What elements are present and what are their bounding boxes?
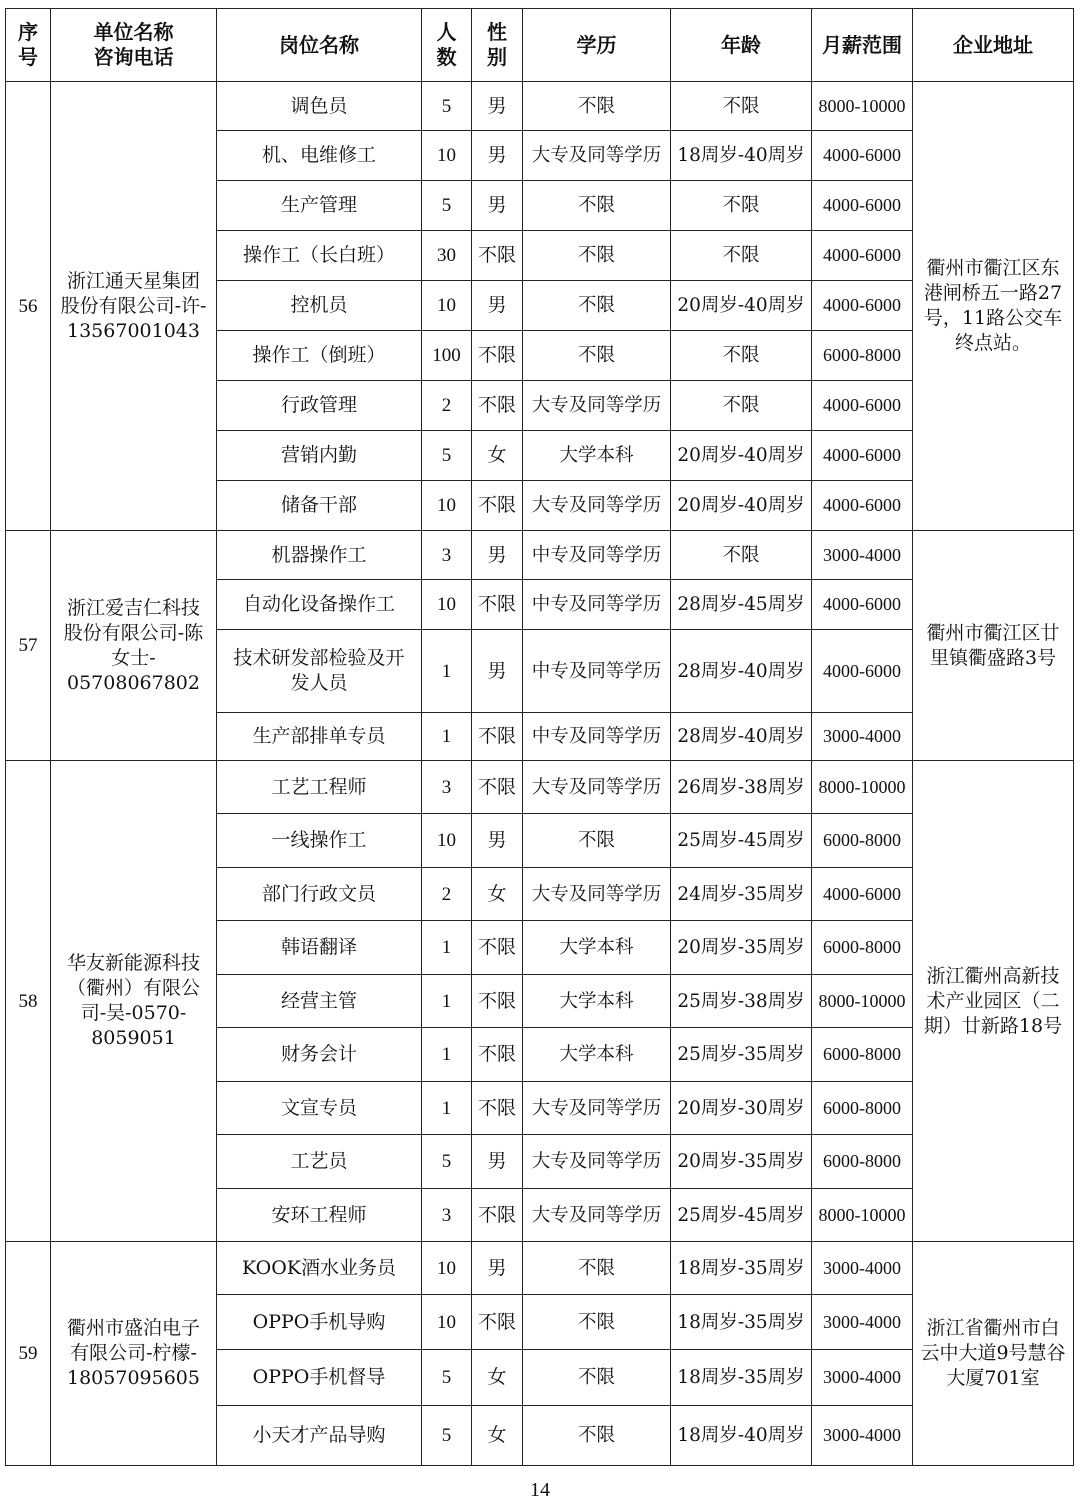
job-education: 中专及同等学历	[523, 580, 671, 630]
job-education: 不限	[523, 231, 671, 281]
job-gender: 男	[472, 630, 523, 713]
header-salary: 月薪范围	[812, 9, 913, 82]
job-age: 不限	[671, 181, 812, 231]
job-position: OPPO手机导购	[217, 1295, 422, 1350]
job-education: 大学本科	[523, 431, 671, 481]
job-position: 工艺员	[217, 1135, 422, 1189]
job-count: 2	[422, 868, 472, 921]
job-count: 3	[422, 761, 472, 814]
header-count: 人 数	[422, 9, 472, 82]
company-name-phone-line: 05708067802	[67, 671, 200, 694]
company-name-phone-line: 女士-	[111, 646, 156, 669]
job-education: 大学本科	[523, 1028, 671, 1082]
job-count: 100	[422, 331, 472, 381]
job-gender: 男	[472, 1135, 523, 1189]
job-education: 大学本科	[523, 975, 671, 1028]
job-age: 不限	[671, 331, 812, 381]
company-name-phone-line: 浙江通天星集团	[66, 269, 200, 292]
job-count: 3	[422, 531, 472, 580]
job-count: 10	[422, 814, 472, 868]
header-gender: 性 别	[472, 9, 523, 82]
job-gender: 女	[472, 1350, 523, 1406]
job-education: 大专及同等学历	[523, 1135, 671, 1189]
job-position-line: 技术研发部检验及开	[233, 647, 405, 669]
company-name-phone-line: 股份有限公司-许-	[60, 294, 207, 317]
job-count: 10	[422, 481, 472, 531]
job-position: 操作工（倒班）	[217, 331, 422, 381]
table-row	[6, 531, 1074, 580]
company-name-phone	[51, 1242, 217, 1466]
job-position: 财务会计	[217, 1028, 422, 1082]
job-gender: 不限	[472, 580, 523, 630]
company-address-line: 衢州市衢江区廿	[926, 621, 1060, 644]
job-education: 大专及同等学历	[523, 1189, 671, 1242]
job-salary: 4000-6000	[812, 431, 913, 481]
job-position: 控机员	[217, 281, 422, 331]
job-salary: 4000-6000	[812, 181, 913, 231]
job-salary: 8000-10000	[812, 82, 913, 131]
job-education: 大专及同等学历	[523, 481, 671, 531]
job-salary: 6000-8000	[812, 1082, 913, 1135]
job-age: 不限	[671, 82, 812, 131]
row-index: 58	[6, 761, 51, 1242]
job-salary: 3000-4000	[812, 1242, 913, 1295]
job-salary: 3000-4000	[812, 1350, 913, 1406]
job-position: 营销内勤	[217, 431, 422, 481]
table-header-row	[6, 9, 1074, 82]
job-salary: 3000-4000	[812, 531, 913, 580]
job-salary: 4000-6000	[812, 281, 913, 331]
job-education: 不限	[523, 814, 671, 868]
job-listing-table	[5, 8, 1074, 1466]
job-salary: 6000-8000	[812, 814, 913, 868]
job-age: 20周岁-35周岁	[671, 1135, 812, 1189]
job-gender: 不限	[472, 713, 523, 761]
job-education: 大专及同等学历	[523, 381, 671, 431]
company-address-line: 衢州市衢江区东	[926, 257, 1060, 279]
job-salary: 8000-10000	[812, 1189, 913, 1242]
job-count: 5	[422, 1135, 472, 1189]
job-gender: 不限	[472, 231, 523, 281]
job-position: 韩语翻译	[217, 921, 422, 975]
job-gender: 不限	[472, 381, 523, 431]
company-name-phone-line: 8059051	[91, 1027, 176, 1049]
job-gender: 男	[472, 531, 523, 580]
header-age: 年龄	[671, 9, 812, 82]
job-education: 不限	[523, 1350, 671, 1406]
job-education: 不限	[523, 1406, 671, 1466]
job-age: 18周岁-35周岁	[671, 1350, 812, 1406]
job-gender: 不限	[472, 481, 523, 531]
job-position: 生产部排单专员	[217, 713, 422, 761]
job-position: 生产管理	[217, 181, 422, 231]
job-count: 5	[422, 82, 472, 131]
row-index: 57	[6, 531, 51, 761]
job-count: 5	[422, 181, 472, 231]
job-age: 28周岁-40周岁	[671, 713, 812, 761]
row-index: 56	[6, 82, 51, 531]
company-address-line: 大厦701室	[946, 1367, 1040, 1389]
job-position-line: 发人员	[290, 672, 348, 694]
job-age: 20周岁-35周岁	[671, 921, 812, 975]
job-age: 18周岁-40周岁	[671, 131, 812, 181]
job-position: KOOK酒水业务员	[217, 1242, 422, 1295]
table-body	[6, 82, 1074, 1466]
job-salary: 6000-8000	[812, 331, 913, 381]
job-count: 10	[422, 281, 472, 331]
job-gender: 女	[472, 431, 523, 481]
job-salary: 3000-4000	[812, 713, 913, 761]
job-count: 1	[422, 921, 472, 975]
job-gender: 不限	[472, 331, 523, 381]
job-gender: 不限	[472, 1028, 523, 1082]
company-address-line: 港闸桥五一路27	[923, 282, 1063, 304]
job-gender: 男	[472, 1242, 523, 1295]
job-age: 28周岁-45周岁	[671, 580, 812, 630]
job-age: 20周岁-40周岁	[671, 281, 812, 331]
company-address-line: 术产业园区（二	[926, 989, 1060, 1012]
header-education: 学历	[523, 9, 671, 82]
company-name-phone-line: 衢州市盛泊电子	[66, 1317, 200, 1339]
job-position: 机、电维修工	[217, 131, 422, 181]
job-position: 部门行政文员	[217, 868, 422, 921]
job-education: 不限	[523, 82, 671, 131]
company-address	[913, 761, 1074, 1242]
job-age: 不限	[671, 531, 812, 580]
job-education: 大专及同等学历	[523, 761, 671, 814]
job-position: 机器操作工	[217, 531, 422, 580]
job-position: 操作工（长白班）	[217, 231, 422, 281]
company-address-line: 浙江省衢州市白	[926, 1317, 1060, 1339]
job-age: 25周岁-35周岁	[671, 1028, 812, 1082]
job-salary: 8000-10000	[812, 975, 913, 1028]
header-company: 单位名称 咨询电话	[51, 9, 217, 82]
job-salary: 4000-6000	[812, 481, 913, 531]
job-gender: 女	[472, 1406, 523, 1466]
job-position: 小天才产品导购	[217, 1406, 422, 1466]
job-count: 30	[422, 231, 472, 281]
job-age: 18周岁-35周岁	[671, 1295, 812, 1350]
job-position: 自动化设备操作工	[217, 580, 422, 630]
job-count: 5	[422, 431, 472, 481]
page-number: 14	[530, 1479, 550, 1501]
job-gender: 不限	[472, 1295, 523, 1350]
job-gender: 不限	[472, 761, 523, 814]
job-age: 26周岁-38周岁	[671, 761, 812, 814]
job-education: 不限	[523, 331, 671, 381]
job-age: 20周岁-40周岁	[671, 481, 812, 531]
job-position: 文宣专员	[217, 1082, 422, 1135]
job-count: 2	[422, 381, 472, 431]
job-age: 24周岁-35周岁	[671, 868, 812, 921]
company-address-line: 号，11路公交车	[923, 307, 1063, 329]
job-gender: 不限	[472, 975, 523, 1028]
company-name-phone-line: 有限公司-柠檬-	[70, 1342, 197, 1364]
company-name-phone-line: 华友新能源科技	[66, 952, 200, 974]
company-name-phone-line: 18057095605	[67, 1367, 200, 1389]
job-age: 不限	[671, 231, 812, 281]
job-gender: 男	[472, 281, 523, 331]
job-education: 大专及同等学历	[523, 868, 671, 921]
company-name-phone	[51, 82, 217, 531]
job-position: 安环工程师	[217, 1189, 422, 1242]
job-count: 5	[422, 1350, 472, 1406]
job-count: 10	[422, 1242, 472, 1295]
job-count: 1	[422, 713, 472, 761]
row-index: 59	[6, 1242, 51, 1466]
job-age: 不限	[671, 381, 812, 431]
job-education: 中专及同等学历	[523, 713, 671, 761]
job-education: 大专及同等学历	[523, 131, 671, 181]
job-gender: 不限	[472, 1082, 523, 1135]
company-address-line: 里镇衢盛路3号	[929, 646, 1057, 669]
job-salary: 6000-8000	[812, 1135, 913, 1189]
job-gender: 男	[472, 131, 523, 181]
table-row	[6, 82, 1074, 131]
job-salary: 4000-6000	[812, 580, 913, 630]
job-education: 大学本科	[523, 921, 671, 975]
job-age: 28周岁-40周岁	[671, 630, 812, 713]
company-address-line: 云中大道9号慧谷	[920, 1342, 1066, 1364]
job-gender: 男	[472, 814, 523, 868]
table-row	[6, 761, 1074, 814]
job-count: 10	[422, 131, 472, 181]
job-count: 1	[422, 1082, 472, 1135]
job-salary: 4000-6000	[812, 231, 913, 281]
job-salary: 3000-4000	[812, 1406, 913, 1466]
job-education: 不限	[523, 181, 671, 231]
job-salary: 4000-6000	[812, 381, 913, 431]
job-salary: 4000-6000	[812, 868, 913, 921]
job-count: 3	[422, 1189, 472, 1242]
company-address	[913, 531, 1074, 761]
job-salary: 6000-8000	[812, 1028, 913, 1082]
job-position: OPPO手机督导	[217, 1350, 422, 1406]
job-count: 1	[422, 975, 472, 1028]
company-name-phone-line: 13567001043	[67, 319, 200, 342]
company-name-phone-line: 股份有限公司-陈	[63, 621, 204, 644]
job-education: 不限	[523, 1242, 671, 1295]
job-count: 1	[422, 1028, 472, 1082]
job-salary: 4000-6000	[812, 630, 913, 713]
header-index: 序 号	[6, 9, 51, 82]
job-position	[217, 630, 422, 713]
job-position: 储备干部	[217, 481, 422, 531]
job-education: 大专及同等学历	[523, 1082, 671, 1135]
job-age: 25周岁-45周岁	[671, 814, 812, 868]
job-position: 行政管理	[217, 381, 422, 431]
job-salary: 3000-4000	[812, 1295, 913, 1350]
job-age: 25周岁-45周岁	[671, 1189, 812, 1242]
job-salary: 8000-10000	[812, 761, 913, 814]
job-education: 不限	[523, 281, 671, 331]
company-name-phone-line: （衢州）有限公	[66, 977, 200, 999]
job-gender: 不限	[472, 1189, 523, 1242]
job-count: 10	[422, 1295, 472, 1350]
company-address	[913, 82, 1074, 531]
job-age: 18周岁-40周岁	[671, 1406, 812, 1466]
company-name-phone-line: 浙江爱吉仁科技	[66, 596, 200, 619]
job-count: 10	[422, 580, 472, 630]
job-age: 18周岁-35周岁	[671, 1242, 812, 1295]
job-position: 经营主管	[217, 975, 422, 1028]
job-age: 20周岁-40周岁	[671, 431, 812, 481]
company-address	[913, 1242, 1074, 1466]
company-address-line: 浙江衢州高新技	[926, 964, 1060, 987]
company-name-phone	[51, 761, 217, 1242]
job-position: 调色员	[217, 82, 422, 131]
job-age: 20周岁-30周岁	[671, 1082, 812, 1135]
company-address-line: 期）廿新路18号	[923, 1014, 1063, 1037]
job-education: 中专及同等学历	[523, 630, 671, 713]
job-position: 工艺工程师	[217, 761, 422, 814]
job-count: 5	[422, 1406, 472, 1466]
company-name-phone-line: 司-吴-0570-	[80, 1002, 187, 1024]
header-position: 岗位名称	[217, 9, 422, 82]
job-gender: 女	[472, 868, 523, 921]
header-address: 企业地址	[913, 9, 1074, 82]
job-salary: 6000-8000	[812, 921, 913, 975]
job-education: 中专及同等学历	[523, 531, 671, 580]
job-gender: 男	[472, 82, 523, 131]
company-address-line: 终点站。	[954, 332, 1031, 354]
job-gender: 不限	[472, 921, 523, 975]
job-salary: 4000-6000	[812, 131, 913, 181]
job-age: 25周岁-38周岁	[671, 975, 812, 1028]
company-name-phone	[51, 531, 217, 761]
job-count: 1	[422, 630, 472, 713]
job-position: 一线操作工	[217, 814, 422, 868]
job-education: 不限	[523, 1295, 671, 1350]
table-row	[6, 1242, 1074, 1295]
job-gender: 男	[472, 181, 523, 231]
